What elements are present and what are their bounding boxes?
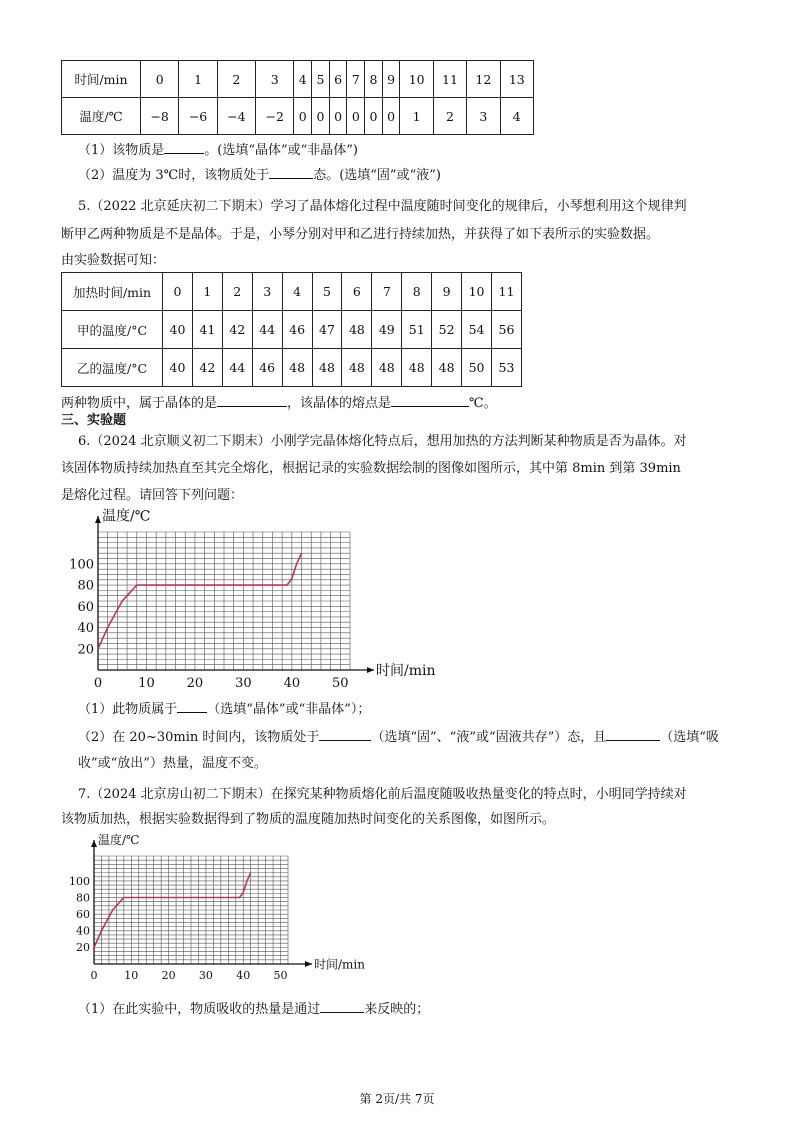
table-cell: 46 (282, 311, 312, 349)
x-axis-arrow (305, 961, 312, 967)
table-cell: 4 (282, 273, 312, 311)
table-cell: 11 (491, 273, 521, 311)
x-tick-label: 40 (283, 676, 301, 691)
answer-blank[interactable] (269, 166, 313, 179)
table-cell: 42 (222, 311, 252, 349)
section-heading: 三、实验题 (61, 413, 127, 428)
table-cell: 4 (294, 61, 312, 98)
table-cell: −8 (141, 98, 179, 135)
answer-blank[interactable] (164, 141, 204, 154)
table-cell: 12 (467, 61, 500, 98)
table-cell: 2 (222, 273, 252, 311)
heating-data-table (61, 272, 522, 387)
x-tick-label: 30 (235, 676, 252, 691)
table-cell: −6 (179, 98, 217, 135)
table-cell: 56 (491, 311, 521, 349)
table-cell: 6 (342, 273, 372, 311)
table-cell: 0 (365, 98, 383, 135)
q6-subquestion-1: （1）此物质属于 （选填“晶体”或“非晶体”）； (78, 702, 371, 717)
table-cell: 48 (282, 349, 312, 387)
q4-subquestion-1: （1）该物质是 。(选填“晶体”或“非晶体”) (78, 143, 359, 158)
table-cell: 40 (163, 311, 193, 349)
y-axis-label: 温度/℃ (98, 833, 140, 848)
q5-text-line-2: 断甲乙两种物质是不是晶体。于是，小琴分别对甲和乙进行持续加热，并获得了如下表所示的实验数据。 (61, 227, 660, 242)
table-cell: 46 (252, 349, 282, 387)
table-cell: 6 (329, 61, 347, 98)
table-cell: 13 (500, 61, 533, 98)
table-cell: −4 (217, 98, 255, 135)
x-tick-label: 0 (93, 676, 103, 691)
table-cell: 53 (491, 349, 521, 387)
page-footer: 第 2页/共 7页 (359, 1092, 435, 1106)
q6-text-line-1: 6.（2024 北京顺义初二下期末）小刚学完晶体熔化特点后，想用加热的方法判断某种物质是否为晶体。对 (78, 434, 687, 449)
table-cell: 10 (400, 61, 433, 98)
table-cell: 50 (462, 349, 492, 387)
x-tick-label: 50 (332, 676, 349, 691)
y-tick-label: 20 (76, 941, 90, 955)
table-cell: 42 (192, 349, 222, 387)
q6-text-line-3: 是熔化过程。请回答下列问题： (61, 488, 244, 503)
y-axis-arrow (91, 840, 97, 847)
x-axis-label: 时间/min (376, 663, 436, 680)
table-cell: 52 (432, 311, 462, 349)
table-cell: 48 (402, 349, 432, 387)
table-header-cell: 乙的温度/°C (62, 349, 163, 387)
q6-subquestion-2: （2）在 20~30min 时间内，该物质处于 （选填“固”、“液”或“固液共存”）态，且 （选填“吸 (78, 730, 719, 745)
y-tick-label: 100 (69, 874, 90, 888)
table-cell: 10 (462, 273, 492, 311)
q4-subquestion-2: （2）温度为 3℃时，该物质处于 态。(选填“固”或“液”) (78, 168, 441, 183)
y-tick-label: 60 (76, 908, 90, 922)
q7-subquestion-1: （1）在此实验中，物质吸收的热量是通过 来反映的； (78, 1002, 430, 1017)
table-cell: 5 (312, 61, 330, 98)
table-cell: 41 (192, 311, 222, 349)
table-cell: 54 (462, 311, 492, 349)
answer-blank[interactable] (217, 394, 287, 407)
x-tick-label: 40 (236, 969, 251, 982)
y-axis-label: 温度/℃ (102, 508, 151, 525)
q6-subquestion-2-cont: 收”或“放出”）热量，温度不变。 (78, 756, 267, 771)
table-cell: 8 (365, 61, 383, 98)
table-cell: 0 (163, 273, 193, 311)
x-tick-label: 20 (186, 676, 204, 691)
table-cell: 2 (217, 61, 255, 98)
table-cell: 48 (342, 311, 372, 349)
table-cell: 48 (432, 349, 462, 387)
table-header-cell: 甲的温度/°C (62, 311, 163, 349)
table-cell: 8 (402, 273, 432, 311)
table-cell: 47 (312, 311, 342, 349)
table-cell: 5 (312, 273, 342, 311)
answer-blank[interactable] (319, 728, 371, 741)
q5-text-line-3: 由实验数据可知： (61, 253, 166, 268)
table-cell: 7 (347, 61, 365, 98)
y-tick-label: 80 (76, 891, 90, 905)
y-tick-label: 40 (77, 621, 94, 637)
melting-chart-q7 (60, 828, 380, 986)
x-axis-label: 时间/min (314, 957, 365, 972)
table-cell: 51 (402, 311, 432, 349)
table-cell: 1 (179, 61, 217, 98)
x-tick-label: 30 (198, 969, 213, 982)
x-tick-label: 10 (124, 969, 139, 982)
table-cell: 2 (433, 98, 466, 135)
table-cell: 9 (382, 61, 400, 98)
q6-text-line-2: 该固体物质持续加热直至其完全熔化，根据记录的实验数据绘制的图像如图所示，其中第 8min 到第 39min (61, 461, 681, 476)
table-cell: 48 (312, 349, 342, 387)
table-header-cell: 时间/min (62, 61, 141, 98)
table-cell: 0 (382, 98, 400, 135)
table-header-cell: 加热时间/min (62, 273, 163, 311)
table-cell: 48 (372, 349, 402, 387)
table-cell: 11 (433, 61, 466, 98)
y-axis-arrow (95, 516, 101, 523)
table-cell: 3 (256, 61, 294, 98)
table-cell: 1 (192, 273, 222, 311)
q7-text-line-1: 7.（2024 北京房山初二下期末）在探究某种物质熔化前后温度随吸收热量变化的特点时，小明同学持续对 (78, 787, 687, 802)
y-tick-label: 100 (69, 557, 94, 573)
table-cell: 0 (312, 98, 330, 135)
table-cell: −2 (256, 98, 294, 135)
table-cell: 0 (141, 61, 179, 98)
x-axis-arrow (367, 667, 374, 673)
answer-blank[interactable] (177, 700, 207, 713)
table-cell: 9 (432, 273, 462, 311)
answer-blank[interactable] (606, 728, 660, 741)
table-cell: 40 (163, 349, 193, 387)
table-cell: 1 (400, 98, 433, 135)
table-cell: 4 (500, 98, 533, 135)
y-tick-label: 20 (77, 642, 94, 658)
table-cell: 7 (372, 273, 402, 311)
table-cell: 3 (467, 98, 500, 135)
table-cell: 44 (252, 311, 282, 349)
table-cell: 0 (329, 98, 347, 135)
y-tick-label: 40 (76, 924, 90, 938)
melting-chart-q6 (60, 505, 440, 695)
x-tick-label: 10 (138, 676, 155, 691)
q5-text-line-1: 5.（2022 北京延庆初二下期末）学习了晶体熔化过程中温度随时间变化的规律后，小琴想利用这个规律判 (78, 199, 687, 214)
x-tick-label: 0 (90, 969, 98, 982)
table-header-cell: 温度/℃ (62, 98, 141, 135)
table-cell: 49 (372, 311, 402, 349)
answer-blank[interactable] (320, 1000, 364, 1013)
table-cell: 0 (347, 98, 365, 135)
table-cell: 0 (294, 98, 312, 135)
q7-text-line-2: 该物质加热，根据实验数据得到了物质的温度随加热时间变化的关系图像，如图所示。 (61, 812, 556, 827)
x-tick-label: 20 (161, 969, 176, 982)
x-tick-label: 50 (273, 969, 288, 982)
table-cell: 44 (222, 349, 252, 387)
y-tick-label: 80 (77, 578, 94, 594)
answer-blank[interactable] (391, 394, 469, 407)
table-cell: 48 (342, 349, 372, 387)
table-cell: 3 (252, 273, 282, 311)
y-tick-label: 60 (77, 599, 94, 615)
q5-answer-line: 两种物质中，属于晶体的是 ，该晶体的熔点是 ℃。 (61, 396, 497, 411)
time-temperature-table (61, 60, 534, 135)
